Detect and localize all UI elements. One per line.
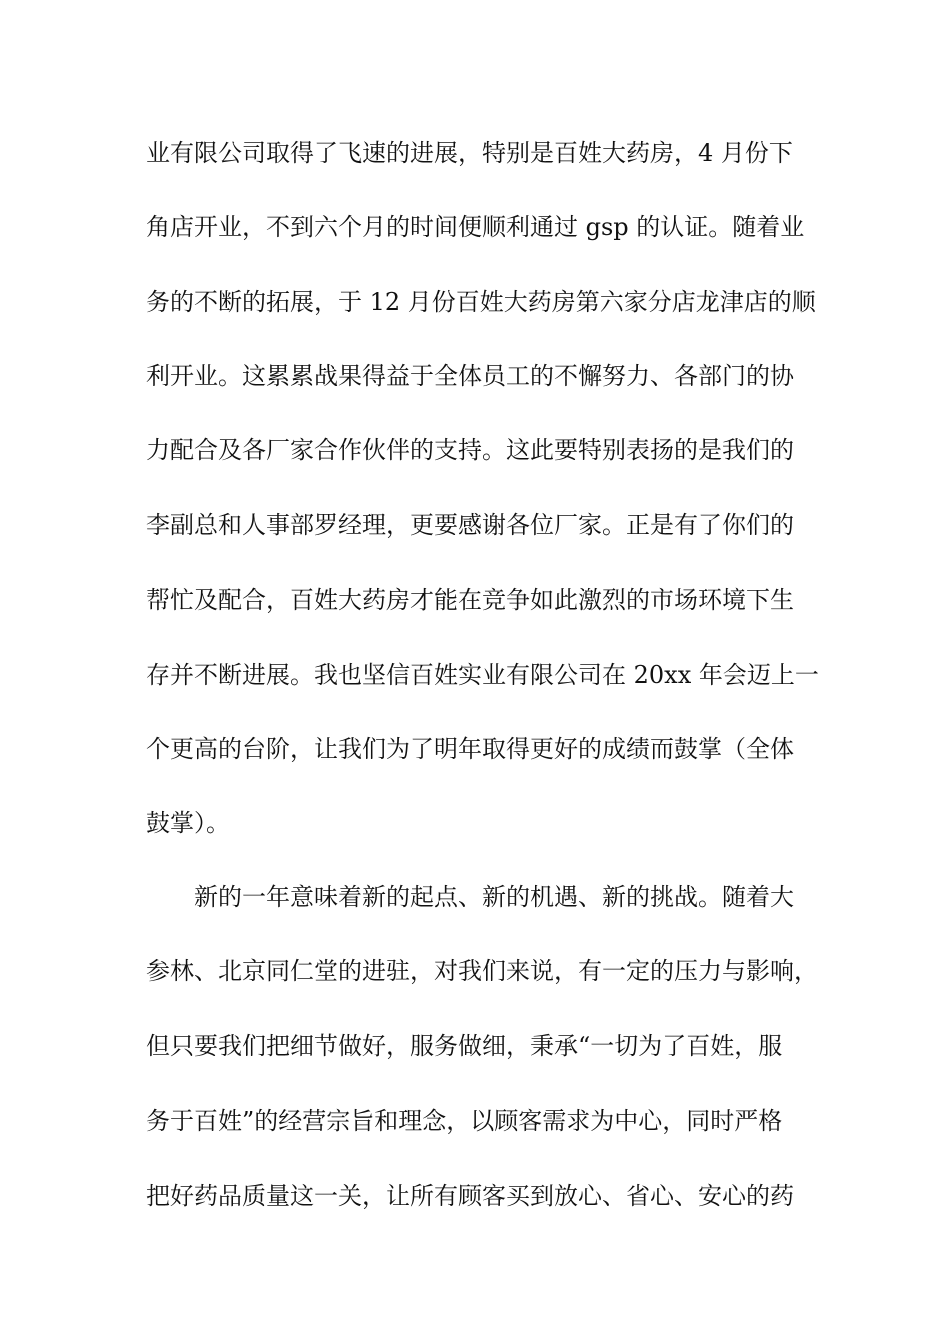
text-line: 帮忙及配合，百姓大药房才能在竞争如此激烈的市场环境下生	[146, 586, 794, 614]
text-line: 角店开业，不到六个月的时间便顺利通过 gsp 的认证。随着业	[146, 213, 805, 241]
text-line: 把好药品质量这一关，让所有顾客买到放心、省心、安心的药	[146, 1182, 794, 1210]
text-line: 存并不断进展。我也坚信百姓实业有限公司在 20xx 年会迈上一	[146, 661, 819, 689]
text-line: 李副总和人事部罗经理，更要感谢各位厂家。正是有了你们的	[146, 511, 794, 539]
text-line: 鼓掌）。	[146, 809, 230, 837]
text-line: 参林、北京同仁堂的进驻，对我们来说，有一定的压力与影响，	[146, 957, 818, 985]
text-line: 利开业。这累累战果得益于全体员工的不懈努力、各部门的协	[146, 362, 794, 390]
text-line: 但只要我们把细节做好，服务做细，秉承“一切为了百姓，服	[146, 1032, 783, 1060]
paragraph-first-line: 新的一年意味着新的起点、新的机遇、新的挑战。随着大	[194, 883, 794, 911]
text-line: 个更高的台阶，让我们为了明年取得更好的成绩而鼓掌（全体	[146, 735, 794, 763]
text-line: 业有限公司取得了飞速的进展，特别是百姓大药房，4 月份下	[146, 139, 793, 167]
text-line: 力配合及各厂家合作伙伴的支持。这此要特别表扬的是我们的	[146, 436, 794, 464]
text-line: 务的不断的拓展，于 12 月份百姓大药房第六家分店龙津店的顺	[146, 288, 816, 316]
text-line: 务于百姓”的经营宗旨和理念，以顾客需求为中心，同时严格	[146, 1107, 783, 1135]
